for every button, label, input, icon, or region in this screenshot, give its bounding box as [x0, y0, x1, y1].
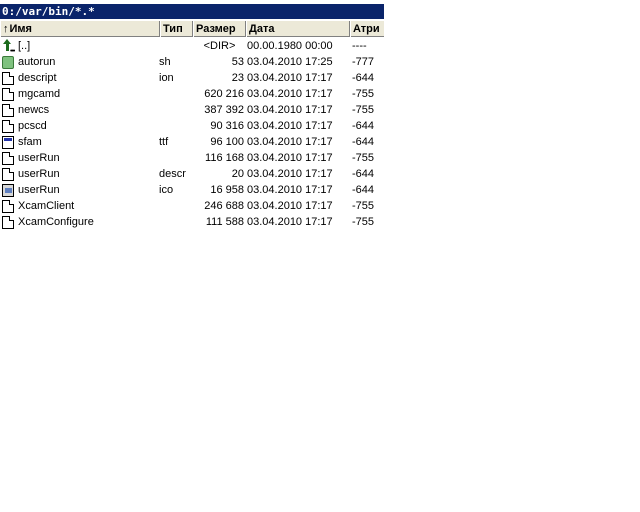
column-date-header[interactable]: Дата	[246, 21, 350, 37]
file-row[interactable]	[0, 134, 384, 150]
file-row[interactable]	[0, 70, 384, 86]
script-file-icon	[2, 54, 16, 70]
file-size: 620 216	[204, 88, 244, 100]
column-name-label: Имя	[9, 23, 32, 35]
file-size: 90 316	[210, 120, 244, 132]
file-icon	[2, 118, 16, 134]
file-type: ico	[159, 184, 174, 196]
sort-ascending-icon: ↑	[3, 23, 9, 35]
file-icon	[2, 150, 16, 166]
column-name-header[interactable]	[0, 21, 160, 37]
file-date: 03.04.2010 17:17	[247, 72, 333, 84]
file-attr: -644	[352, 136, 375, 148]
file-date: 03.04.2010 17:17	[247, 184, 333, 196]
file-attr: -755	[352, 216, 375, 228]
file-attr: -777	[352, 56, 375, 68]
parent-dir-size: <DIR>	[203, 40, 236, 52]
file-type	[159, 118, 191, 134]
parent-directory-row[interactable]	[0, 38, 384, 54]
file-date: 03.04.2010 17:17	[247, 168, 333, 180]
file-attr: -755	[352, 104, 375, 116]
file-type: sh	[159, 56, 171, 68]
file-type	[159, 102, 191, 118]
file-row[interactable]	[0, 214, 384, 230]
up-directory-icon: •••	[2, 38, 16, 54]
current-path: 0:/var/bin/*.*	[0, 4, 384, 19]
file-size: 23	[231, 72, 244, 84]
file-attr: -755	[352, 200, 375, 212]
file-row[interactable]	[0, 166, 384, 182]
column-size-header[interactable]: Размер	[193, 21, 246, 37]
file-row[interactable]	[0, 54, 384, 70]
file-icon	[2, 70, 16, 86]
file-name: newcs	[18, 104, 50, 116]
file-attr: -644	[352, 120, 375, 132]
file-size: 246 688	[204, 200, 244, 212]
file-attr: -644	[352, 72, 375, 84]
file-attr: -755	[352, 152, 375, 164]
file-date: 03.04.2010 17:17	[247, 136, 333, 148]
file-date: 03.04.2010 17:17	[247, 88, 333, 100]
file-icon	[2, 86, 16, 102]
file-name: userRun	[18, 184, 60, 196]
file-size: 53	[231, 56, 244, 68]
column-type-header[interactable]: Тип	[160, 21, 193, 37]
file-type: descr	[159, 168, 186, 180]
file-size: 116 168	[205, 152, 244, 164]
parent-dir-name: [..]	[18, 40, 31, 52]
file-date: 03.04.2010 17:17	[247, 216, 333, 228]
file-type	[159, 198, 191, 214]
file-name: mgcamd	[18, 88, 61, 100]
file-row[interactable]	[0, 118, 384, 134]
file-attr: -644	[352, 184, 375, 196]
file-row[interactable]	[0, 198, 384, 214]
file-name: XcamConfigure	[18, 216, 94, 228]
file-attr: -755	[352, 88, 375, 100]
column-header	[0, 20, 384, 37]
file-type	[159, 214, 191, 230]
file-date: 03.04.2010 17:17	[247, 200, 333, 212]
image-file-icon	[2, 182, 16, 198]
file-date: 03.04.2010 17:17	[247, 104, 333, 116]
file-row[interactable]	[0, 182, 384, 198]
file-name: userRun	[18, 168, 60, 180]
column-attr-header[interactable]: Атри	[350, 21, 384, 37]
font-file-icon	[2, 134, 16, 150]
file-icon	[2, 102, 16, 118]
file-attr: -644	[352, 168, 375, 180]
file-name: sfam	[18, 136, 42, 148]
parent-dir-date: 00.00.1980 00:00	[247, 40, 333, 52]
file-type	[159, 86, 191, 102]
file-date: 03.04.2010 17:17	[247, 120, 333, 132]
file-row[interactable]	[0, 150, 384, 166]
file-icon	[2, 198, 16, 214]
file-type: ion	[159, 72, 174, 84]
file-date: 03.04.2010 17:25	[247, 56, 333, 68]
file-name: userRun	[18, 152, 60, 164]
file-size: 20	[231, 168, 244, 180]
file-size: 111 588	[205, 216, 244, 228]
file-type	[159, 150, 191, 166]
file-size: 96 100	[210, 136, 244, 148]
file-panel	[0, 0, 384, 232]
file-row[interactable]	[0, 86, 384, 102]
file-size: 16 958	[210, 184, 244, 196]
file-row[interactable]	[0, 102, 384, 118]
file-name: autorun	[18, 56, 56, 68]
file-icon	[2, 166, 16, 182]
file-name: XcamClient	[18, 200, 75, 212]
parent-dir-attr: ----	[352, 40, 367, 52]
file-name: descript	[18, 72, 57, 84]
file-type: ttf	[159, 136, 169, 148]
file-size: 387 392	[204, 104, 244, 116]
file-date: 03.04.2010 17:17	[247, 152, 333, 164]
file-name: pcscd	[18, 120, 47, 132]
file-icon	[2, 214, 16, 230]
